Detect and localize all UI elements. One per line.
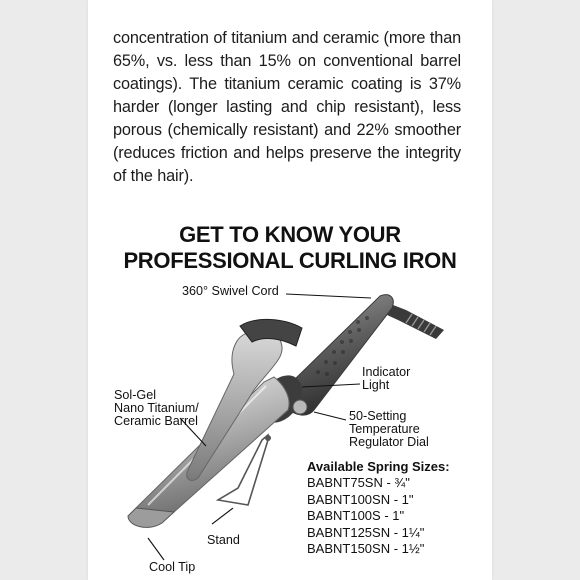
spring-sizes-list xyxy=(307,459,450,557)
spring-size-item: BABNT125SN - 1¼" xyxy=(307,524,425,540)
label-indicator-light: Indicator Light xyxy=(362,365,411,392)
spring-size-item: BABNT150SN - 1½" xyxy=(307,541,425,557)
label-cool-tip: Cool Tip xyxy=(149,560,196,574)
label-stand: Stand xyxy=(207,533,240,547)
cool-tip xyxy=(128,508,174,527)
regulator-dial-knob xyxy=(293,400,307,414)
spring-sizes-title: Available Spring Sizes: xyxy=(307,459,450,474)
spring-size-item: BABNT75SN - ¾" xyxy=(307,475,410,491)
body-paragraph: concentration of titanium and ceramic (more than 65%, vs. less than 15% on conventional barrel coatings). The titanium ceramic coating is 37% harder (longer lasting and chip resistant), less porous (chemically resistant) and 22% smoother (reduces friction and helps preserve the integrity of the hair). xyxy=(113,29,461,185)
manual-page xyxy=(88,0,492,580)
spring-size-item: BABNT100SN - 1" xyxy=(307,491,414,507)
heading-line-2: PROFESSIONAL CURLING IRON xyxy=(123,248,457,273)
label-swivel-cord: 360° Swivel Cord xyxy=(182,284,279,298)
section-heading xyxy=(88,222,492,274)
heading-line-1: GET TO KNOW YOUR xyxy=(179,222,401,247)
spring-size-item: BABNT100S - 1" xyxy=(307,508,405,524)
label-regulator-dial: 50-Setting Temperature Regulator Dial xyxy=(349,409,429,449)
label-barrel: Sol-Gel Nano Titanium/ Ceramic Barrel xyxy=(114,388,199,428)
